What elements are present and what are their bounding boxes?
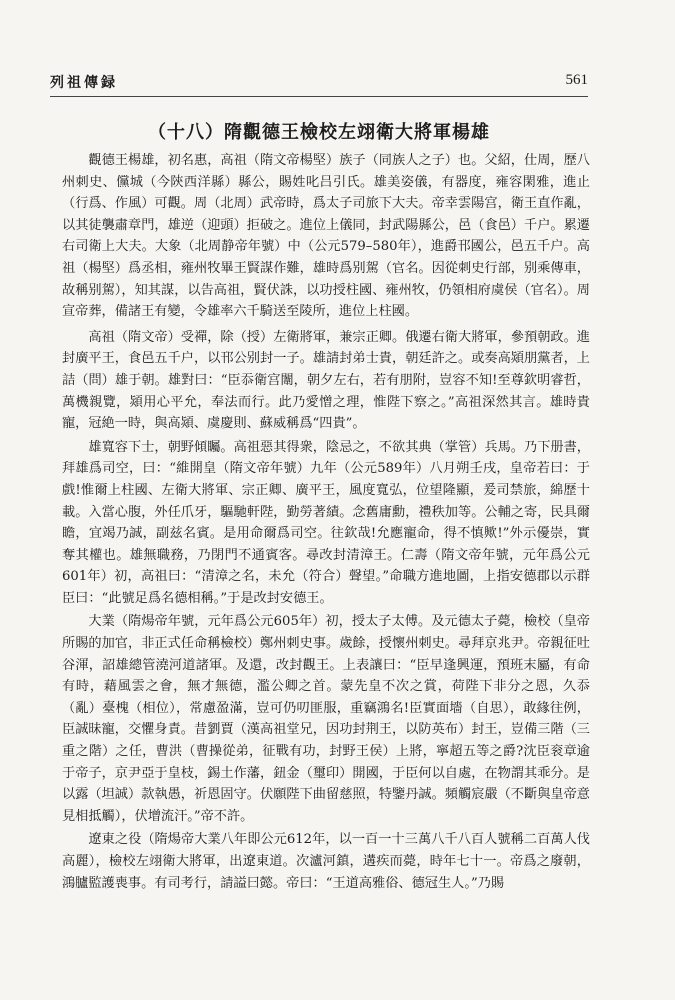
section-title: （十八）隋觀德王檢校左翊衛大將軍楊雄 [148,122,490,143]
page-number: 561 [565,72,588,88]
running-head: 列祖傳録 [50,75,118,91]
paragraph: 遼東之役（隋煬帝大業八年即公元612年，以一百一十三萬八千八百人號稱二百萬人伐高麗），檢校左翊衛大將軍，出遼東道。次瀘河鎮，遘疾而薨，時年七十一。帝爲之廢朝，鴻臚監護喪事。有司考行，請謚曰懿。帝曰：“王道高雅俗、德冠生人。”乃賜 [62,832,590,891]
paragraph: 大業（隋煬帝年號，元年爲公元605年）初，授太子太傅。及元德太子薨，檢校（皇帝所賜的加官，非正式任命稱檢校）鄭州刺史事。歲餘，授懷州刺史。尋拜京兆尹。帝親征吐谷渾，詔雄總管澆河道諸軍。及還，改封觀王。上表讓曰：“臣早逢興運，預班末屬，有命有時，藉風雲之會，無才無德，濫公卿之首。蒙先皇不次之賞，荷陛下非分之恩，久忝（亂）臺槐（相位），常慮盈滿，豈可仍叨匪服，重竊鴻名!臣實面墻（自思），敢緣往例，臣誠昧寵，交懼身責。昔劉賈（漢高祖堂兄，因功封荆王，以防英布）封王，豈備三階（三重之階）之任，曹洪（曹操從弟，征戰有功，封野王侯）上將，寧超五等之爵?沈臣衮章逾于帝子，京尹亞于皇枝，錫土作藩，鈕金（璽印）開國，于臣何以自處，在物謂其乖分。是以露（坦誠）款執愚，祈恩固守。伏願陛下曲留慈照，特鑒丹誠。頻觸宸嚴（不斷與皇帝意見相抵觸），伏增流汗。”帝不許。 [62,614,590,824]
body-text [62,150,590,896]
paragraph: 雄寬容下士，朝野傾矚。高祖惡其得衆，陰忌之，不欲其典（掌管）兵馬。乃下册書，拜雄爲司空，曰：“維開皇（隋文帝年號）九年（公元589年）八月朔壬戌，皇帝若曰：于戲!惟爾上柱國、左衛大將軍、宗正卿、廣平王，風度寬弘，位望隆顯，爰司禁旅，綿歷十載。入當心腹，外任爪牙，驅馳軒陛，勤勞著績。念舊庸勳，禮秩加等。公輔之寄，民具爾瞻，宜竭乃誠，副兹名賓。是用命爾爲司空。往欽哉!允應寵命，得不慎歟!”外示優崇，實奪其權也。雄無職務，乃閉門不通賓客。尋改封清漳王。仁壽（隋文帝年號，元年爲公元601年）初，高祖曰：“清漳之名，未允（符合）聲望。”命職方進地圖，上指安德郡以示群臣曰：“此號足爲名德相稱。”于是改封安德王。 [62,439,590,606]
page-header [50,72,588,96]
header-rule [50,96,588,97]
paragraph: 觀德王楊雄，初名惠，高祖（隋文帝楊堅）族子（同族人之子）也。父紹，仕周，歷八州刺史、儻城（今陝西洋縣）縣公，賜姓叱吕引氏。雄美姿儀，有器度，雍容閑雅，進止（行爲、作風）可觀。周（北周）武帝時，爲太子司旅下大夫。帝幸雲陽宫，衛王直作亂，以其徒襲肅章門，雄逆（迎頭）拒破之。進位上儀同，封武陽縣公，邑（食邑）千户。累遷右司衛上大夫。大象（北周静帝年號）中（公元579–580年），進爵邗國公，邑五千户。高祖（楊堅）爲丞相，雍州牧畢王賢謀作難，雄時爲别駕（官名。因從刺史行部，别乘傳車，故稱别駕），知其謀，以告高祖，賢伏誅，以功授柱國、雍州牧，仍領相府虞侯（官名）。周宣帝葬，備諸王有變，令雄率六千騎送至陵所，進位上柱國。 [62,153,590,320]
paragraph: 高祖（隋文帝）受禪，除（授）左衛將軍，兼宗正卿。俄遷右衛大將軍，參預朝政。進封廣平王，食邑五千户，以邗公别封一子。雄請封弟士貴，朝廷許之。或奏高熲朋黨者，上詰（問）雄于朝。雄對曰：“臣忝衛宫闈，朝夕左右，若有朋附，豈容不知!至尊欽明睿哲，萬機親覽，熲用心平允，奉法而行。此乃愛憎之理，惟陛下察之。”高祖深然其言。雄時貴寵，冠絶一時，與高熲、虞慶則、蘇威稱爲“四貴”。 [62,329,590,432]
